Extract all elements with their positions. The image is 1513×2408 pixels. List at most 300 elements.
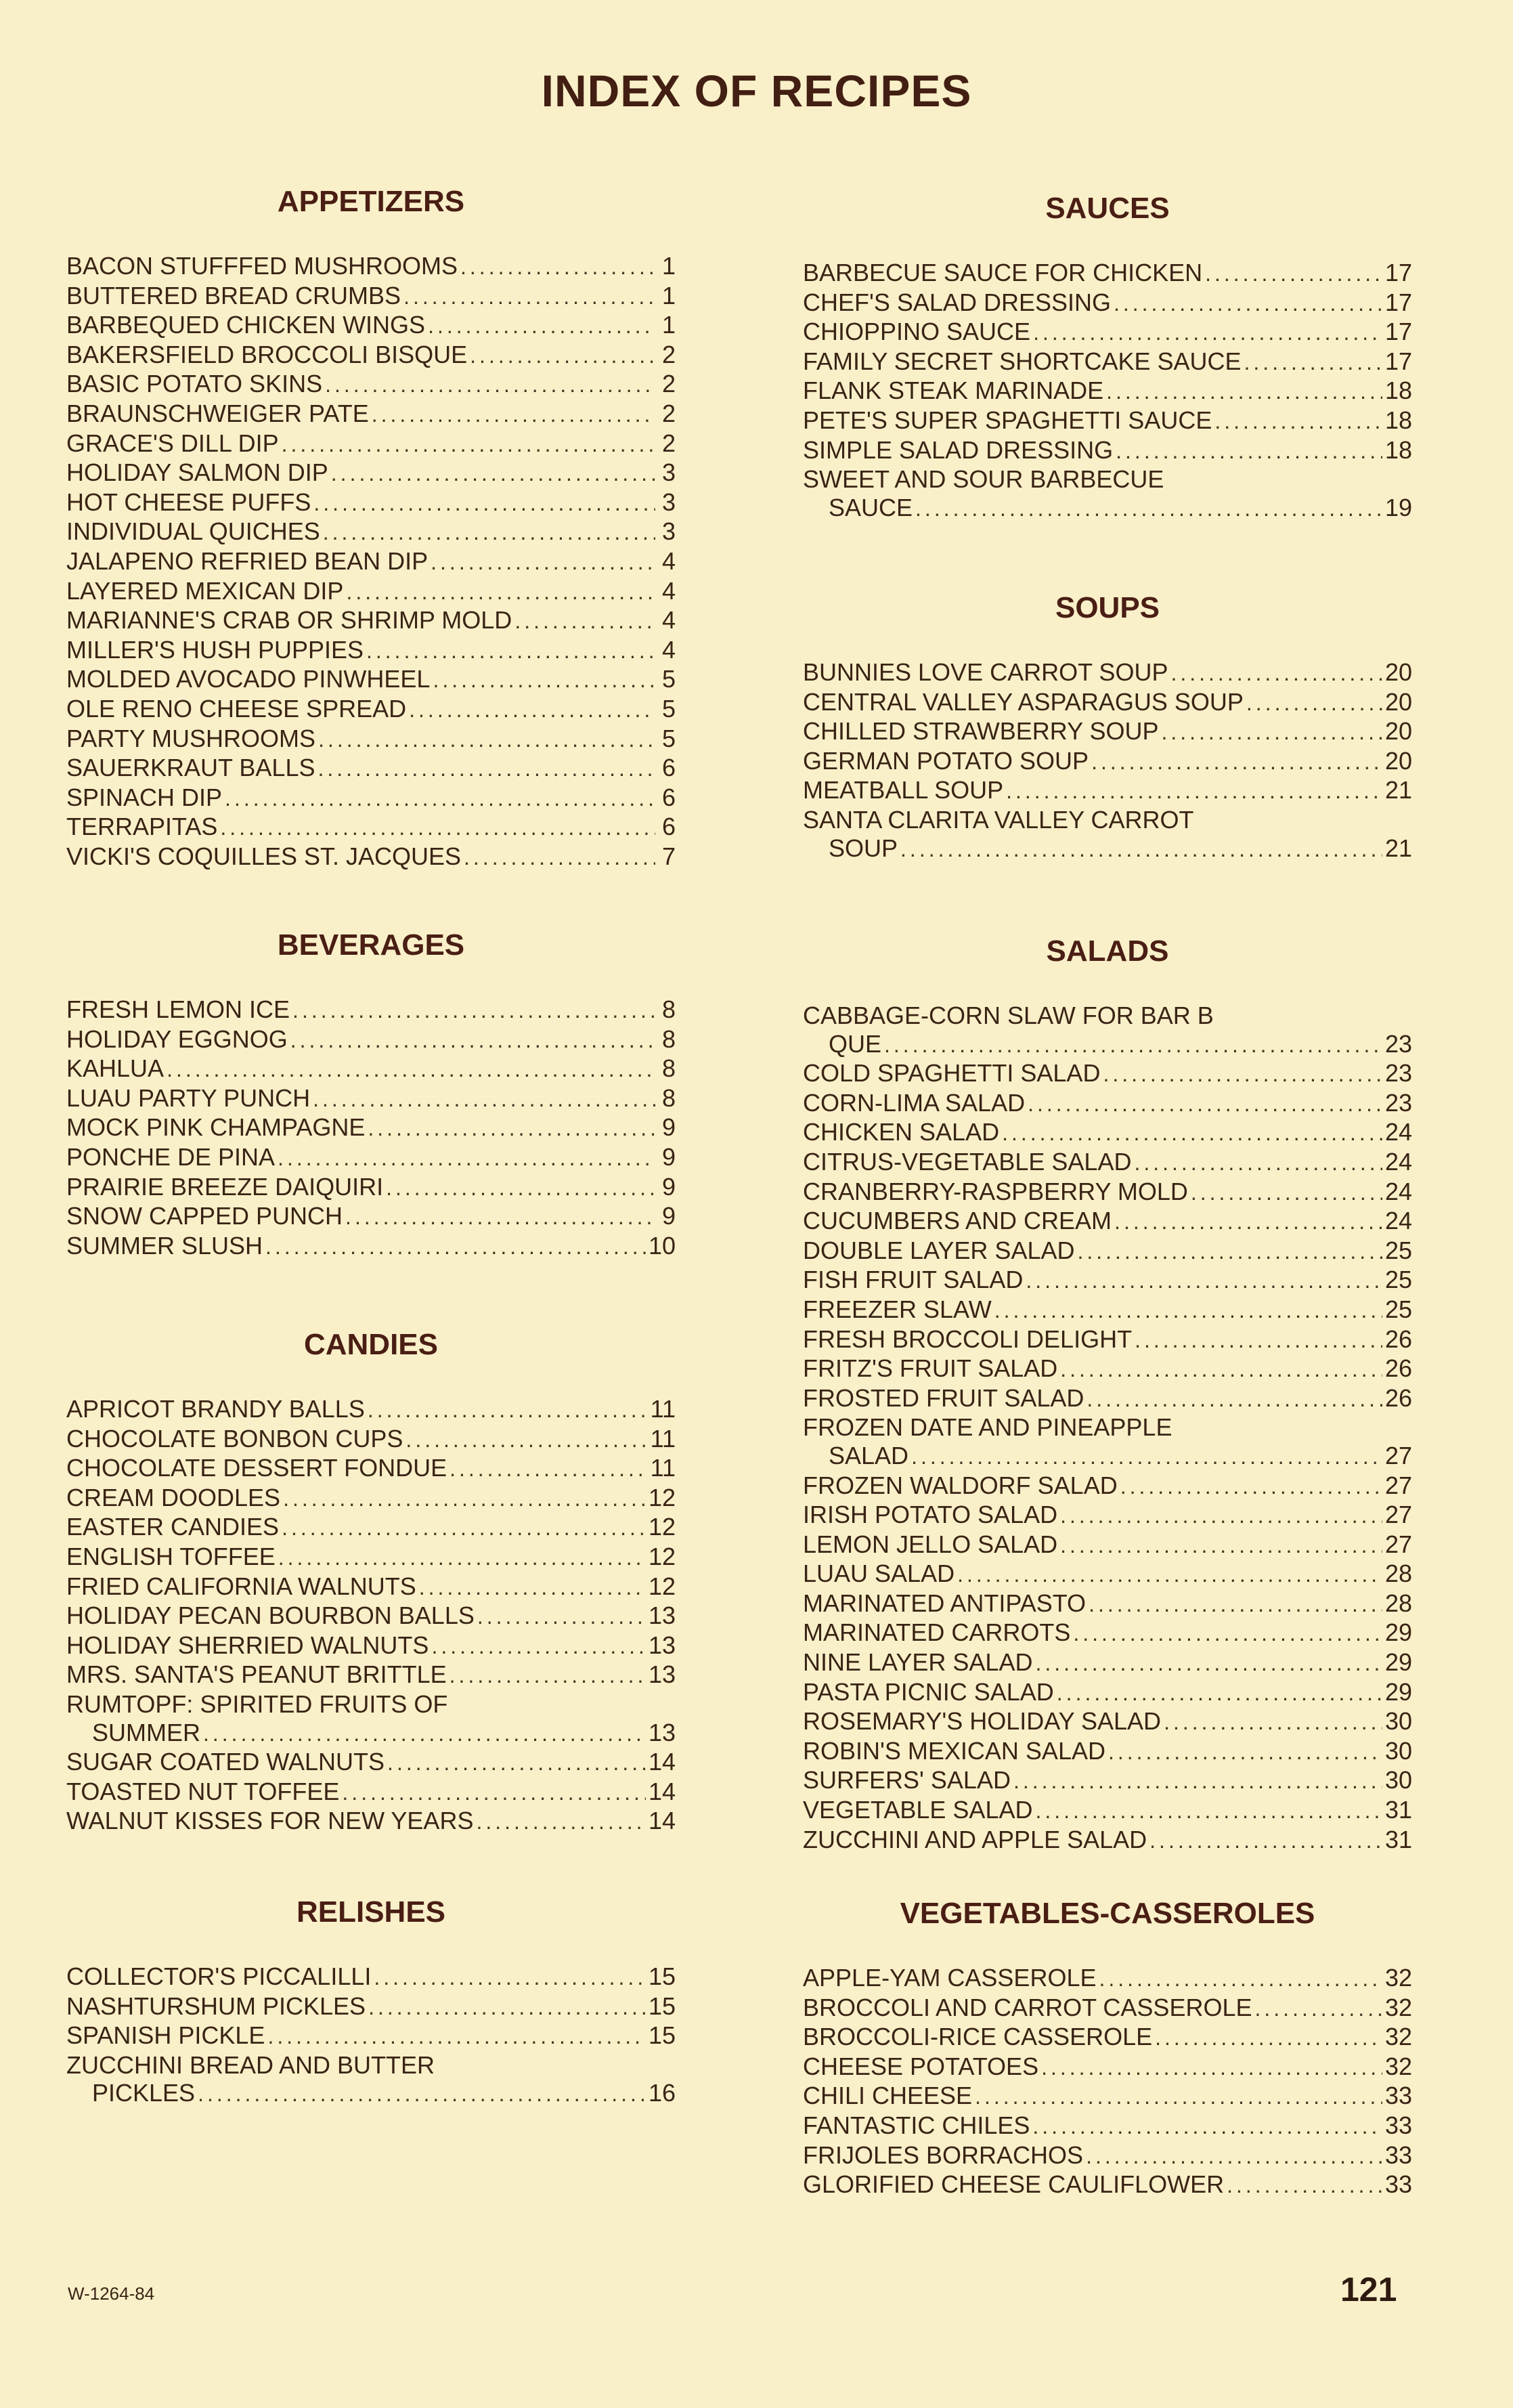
page-ref: 2 — [661, 370, 676, 398]
index-entry — [66, 1054, 676, 1084]
recipe-name: HOLIDAY EGGNOG — [66, 1025, 288, 1053]
page-ref: 8 — [661, 995, 676, 1023]
page-ref: 3 — [661, 488, 676, 516]
recipe-name: CREAM DOODLES — [66, 1483, 281, 1511]
dot-leader — [220, 814, 655, 842]
page-ref: 17 — [1384, 318, 1412, 346]
recipe-name: BUTTERED BREAD CRUMBS — [66, 281, 401, 309]
page-ref: 16 — [648, 2079, 676, 2107]
index-entry — [803, 1354, 1412, 1384]
entry-list — [66, 1395, 676, 1836]
entry-title-line — [803, 1325, 1412, 1355]
index-entry — [66, 1543, 676, 1572]
page-ref: 15 — [648, 1962, 676, 1990]
recipe-name: BRAUNSCHWEIGER PATE — [66, 399, 369, 427]
page-ref: 33 — [1384, 2082, 1412, 2110]
dot-leader — [431, 1633, 646, 1661]
recipe-name: SUMMER — [92, 1718, 200, 1746]
recipe-name: OLE RENO CHEESE SPREAD — [66, 694, 407, 723]
entry-title-line — [803, 1002, 1412, 1030]
index-entry — [66, 1143, 676, 1173]
entry-list — [66, 995, 676, 1261]
dot-leader — [265, 1233, 646, 1262]
recipe-name: CHEESE POTATOES — [803, 2052, 1039, 2080]
entry-title-line — [66, 1113, 676, 1143]
index-entry — [66, 341, 676, 370]
index-entry — [66, 370, 676, 400]
page-ref: 9 — [661, 1172, 676, 1201]
dot-leader — [374, 1964, 646, 1992]
recipe-name: GRACE'S DILL DIP — [66, 429, 279, 457]
recipe-name: PONCHE DE PINA — [66, 1142, 276, 1171]
dot-leader — [900, 836, 1382, 864]
entry-title-line — [66, 1084, 676, 1114]
entry-title-line — [803, 1618, 1412, 1648]
entry-title-line — [803, 2141, 1412, 2171]
index-entry — [66, 1395, 676, 1425]
page-ref: 11 — [650, 1454, 676, 1482]
recipe-name: SALAD — [829, 1441, 909, 1469]
entry-title-line — [66, 754, 676, 783]
recipe-name: PICKLES — [92, 2079, 196, 2107]
index-entry — [66, 311, 676, 341]
entry-title-line — [803, 1737, 1412, 1767]
recipe-name: COLLECTOR'S PICCALILLI — [66, 1962, 372, 1990]
page-ref: 11 — [650, 1424, 676, 1453]
page-ref: 32 — [1384, 2052, 1412, 2080]
page-ref: 14 — [648, 1748, 676, 1776]
index-entry — [66, 577, 676, 607]
section-relishes — [66, 1893, 676, 2109]
index-entry — [803, 318, 1412, 347]
recipe-name: ROSEMARY'S HOLIDAY SALAD — [803, 1707, 1162, 1736]
entry-title-line — [66, 1513, 676, 1543]
dot-leader — [957, 1561, 1382, 1589]
index-entry — [66, 1778, 676, 1807]
index-entry — [803, 1059, 1412, 1089]
index-entry — [66, 547, 676, 577]
section-title: SALADS — [1046, 934, 1169, 968]
index-entry — [66, 606, 676, 636]
entry-title-line — [66, 1962, 676, 1992]
page-ref: 31 — [1384, 1796, 1412, 1824]
recipe-name: FISH FRUIT SALAD — [803, 1266, 1024, 1294]
page-ref: 2 — [661, 340, 676, 368]
recipe-name: APRICOT BRANDY BALLS — [66, 1395, 365, 1423]
page-ref: 32 — [1384, 2023, 1412, 2051]
dot-leader — [477, 1603, 646, 1631]
index-entry — [803, 1237, 1412, 1266]
recipe-name: SWEET AND SOUR BARBECUE — [803, 465, 1164, 494]
entry-title-line — [803, 347, 1412, 377]
entry-title-line — [803, 1059, 1412, 1089]
dot-leader — [1041, 2054, 1382, 2082]
entry-title-line — [803, 465, 1412, 494]
recipe-name: GLORIFIED CHEESE CAULIFLOWER — [803, 2170, 1225, 2199]
entry-title-line — [66, 1232, 676, 1262]
entry-title-line — [803, 1530, 1412, 1560]
recipe-name: RUMTOPF: SPIRITED FRUITS OF — [66, 1690, 448, 1718]
recipe-name: MRS. SANTA'S PEANUT BRITTLE — [66, 1660, 447, 1689]
dot-leader — [428, 312, 655, 341]
recipe-name: IRISH POTATO SALAD — [803, 1501, 1058, 1529]
page-ref: 6 — [661, 813, 676, 841]
entry-title-line — [803, 688, 1412, 718]
page-ref: 29 — [1384, 1677, 1412, 1706]
index-entry — [803, 1707, 1412, 1737]
index-entry — [66, 695, 676, 725]
recipe-name: SURFERS' SALAD — [803, 1766, 1011, 1794]
recipe-name: CORN-LIMA SALAD — [803, 1088, 1026, 1117]
recipe-name: MOCK PINK CHAMPAGNE — [66, 1113, 366, 1142]
dot-leader — [460, 253, 655, 282]
recipe-name: FREEZER SLAW — [803, 1295, 992, 1323]
page-ref: 7 — [661, 842, 676, 870]
entry-title-line — [803, 2052, 1412, 2082]
dot-leader — [325, 371, 655, 400]
entry-title-line — [66, 725, 676, 754]
dot-leader — [1087, 1385, 1382, 1414]
page-ref: 18 — [1384, 435, 1412, 464]
dot-leader — [1205, 260, 1382, 288]
index-entry — [803, 1148, 1412, 1178]
index-entry — [803, 658, 1412, 688]
section-title: RELISHES — [296, 1895, 446, 1929]
entry-title-line — [66, 1748, 676, 1778]
page-ref: 24 — [1384, 1147, 1412, 1176]
index-entry — [66, 1173, 676, 1203]
page-ref: 5 — [661, 724, 676, 752]
page-ref: 17 — [1384, 259, 1412, 286]
dot-leader — [372, 401, 655, 429]
entry-title-line — [803, 1766, 1412, 1796]
dot-leader — [1255, 1995, 1382, 2023]
section-vegetables-casseroles — [803, 1895, 1412, 2200]
dot-leader — [514, 607, 655, 636]
entry-title-line — [803, 1178, 1412, 1207]
index-entry — [66, 1992, 676, 2022]
entry-title-line — [803, 318, 1412, 347]
dot-leader — [994, 1297, 1382, 1325]
page-ref: 6 — [661, 754, 676, 782]
index-entry — [803, 1207, 1412, 1237]
page-ref: 12 — [648, 1542, 676, 1570]
recipe-name: DOUBLE LAYER SALAD — [803, 1236, 1075, 1264]
page-ref: 21 — [1384, 776, 1412, 804]
entry-title-line — [66, 1690, 676, 1719]
dot-leader — [331, 460, 655, 488]
dot-leader — [1103, 1060, 1382, 1089]
page-ref: 12 — [648, 1572, 676, 1600]
entry-title-line — [66, 842, 676, 872]
dot-leader — [292, 997, 655, 1025]
dot-leader — [1002, 1119, 1382, 1148]
section-title: SOUPS — [1055, 591, 1160, 624]
entry-title-line — [66, 370, 676, 400]
dot-leader — [403, 283, 655, 311]
index-entry — [803, 2023, 1412, 2052]
index-entry — [803, 436, 1412, 466]
recipe-name: WALNUT KISSES FOR NEW YEARS — [66, 1807, 474, 1835]
entry-title-line — [66, 517, 676, 547]
page-ref: 20 — [1384, 717, 1412, 746]
entry-title-line — [66, 1778, 676, 1807]
recipe-name: PRAIRIE BREEZE DAIQUIRI — [66, 1172, 384, 1201]
entry-title-line — [66, 1202, 676, 1232]
index-entry — [66, 1084, 676, 1114]
recipe-name: HOLIDAY PECAN BOURBON BALLS — [66, 1601, 475, 1630]
dot-leader — [1227, 2172, 1382, 2200]
page-ref: 1 — [661, 281, 676, 309]
entry-title-line — [66, 1395, 676, 1425]
recipe-name: ZUCCHINI BREAD AND BUTTER — [66, 2050, 435, 2079]
index-entry — [803, 1826, 1412, 1855]
dot-leader — [476, 1808, 646, 1836]
dot-leader — [386, 1174, 655, 1203]
index-entry — [803, 1178, 1412, 1207]
recipe-name: KAHLUA — [66, 1054, 165, 1083]
entry-title-line — [66, 813, 676, 842]
recipe-name: FRESH BROCCOLI DELIGHT — [803, 1325, 1133, 1353]
entry-title-line — [803, 1354, 1412, 1384]
recipe-name: INDIVIDUAL QUICHES — [66, 517, 320, 546]
section-title: APPETIZERS — [277, 185, 465, 218]
page-ref: 15 — [648, 1992, 676, 2020]
page-ref: 32 — [1384, 1993, 1412, 2021]
entry-title-line — [66, 1025, 676, 1055]
recipe-name: TERRAPITAS — [66, 813, 218, 841]
entry-title-line — [66, 1425, 676, 1455]
page-ref: 32 — [1384, 1964, 1412, 1992]
page-ref: 4 — [661, 546, 676, 575]
recipe-name: SIMPLE SALAD DRESSING — [803, 435, 1114, 464]
dot-leader — [1035, 1650, 1382, 1678]
entry-title-line — [803, 288, 1412, 318]
dot-leader — [317, 755, 655, 783]
index-entry — [803, 377, 1412, 406]
index-entry — [66, 1572, 676, 1602]
dot-leader — [1086, 2143, 1382, 2171]
dot-leader — [915, 495, 1382, 523]
recipe-name: CUCUMBERS AND CREAM — [803, 1207, 1112, 1235]
page-ref: 18 — [1384, 406, 1412, 434]
recipe-name: APPLE-YAM CASSEROLE — [803, 1964, 1097, 1992]
recipe-name: SUGAR COATED WALNUTS — [66, 1748, 385, 1776]
index-entry — [66, 636, 676, 666]
index-entry — [803, 717, 1412, 747]
dot-leader — [267, 2023, 646, 2051]
recipe-name: FROZEN DATE AND PINEAPPLE — [803, 1413, 1172, 1442]
page-ref: 25 — [1384, 1295, 1412, 1323]
dot-leader — [1114, 290, 1382, 318]
index-entry — [66, 813, 676, 842]
index-entry — [803, 2170, 1412, 2200]
index-entry — [66, 1454, 676, 1484]
index-entry — [66, 725, 676, 754]
section-candies — [66, 1326, 676, 1836]
recipe-name: GERMAN POTATO SOUP — [803, 746, 1089, 775]
index-entry — [803, 1589, 1412, 1619]
index-entry — [66, 282, 676, 311]
entry-title-line — [803, 1826, 1412, 1855]
entry-title-line — [803, 2082, 1412, 2111]
entry-continuation-line — [66, 2079, 676, 2109]
dot-leader — [1244, 349, 1382, 377]
recipe-name: SUMMER SLUSH — [66, 1231, 263, 1260]
recipe-name: ZUCCHINI AND APPLE SALAD — [803, 1825, 1147, 1853]
recipe-name: CHOCOLATE DESSERT FONDUE — [66, 1454, 447, 1482]
entry-continuation-line — [66, 1719, 676, 1748]
index-entry — [803, 465, 1412, 523]
dot-leader — [1214, 408, 1382, 436]
index-entry — [803, 259, 1412, 288]
dot-leader — [1108, 1738, 1382, 1767]
recipe-name: SNOW CAPPED PUNCH — [66, 1202, 343, 1230]
entry-title-line — [66, 577, 676, 607]
recipe-name: FANTASTIC CHILES — [803, 2111, 1030, 2139]
entry-continuation-line — [803, 1030, 1412, 1060]
page-ref: 30 — [1384, 1766, 1412, 1794]
page-ref: 33 — [1384, 2111, 1412, 2139]
dot-leader — [1246, 689, 1382, 718]
recipe-name: BARBECUE SAUCE FOR CHICKEN — [803, 259, 1203, 286]
entry-title-line — [66, 547, 676, 577]
index-entry — [66, 2051, 676, 2109]
index-entry — [803, 1384, 1412, 1414]
recipe-name: CRANBERRY-RASPBERRY MOLD — [803, 1177, 1188, 1205]
page-ref: 17 — [1384, 347, 1412, 375]
page-ref: 27 — [1384, 1530, 1412, 1558]
page-ref: 15 — [648, 2021, 676, 2050]
recipe-name: PARTY MUSHROOMS — [66, 724, 316, 752]
recipe-name: HOT CHEESE PUFFS — [66, 488, 311, 516]
entry-title-line — [803, 1707, 1412, 1737]
section-appetizers — [66, 183, 676, 872]
recipe-name: LUAU PARTY PUNCH — [66, 1083, 311, 1112]
recipe-name: SANTA CLARITA VALLEY CARROT — [803, 805, 1194, 834]
index-entry — [66, 1232, 676, 1262]
section-title: SAUCES — [1045, 192, 1170, 225]
recipe-name: MEATBALL SOUP — [803, 776, 1004, 804]
entry-title-line — [66, 1660, 676, 1690]
index-entry — [66, 665, 676, 695]
index-entry — [66, 1025, 676, 1055]
index-entry — [803, 1325, 1412, 1355]
recipe-name: CENTRAL VALLEY ASPARAGUS SOUP — [803, 687, 1244, 716]
entry-title-line — [66, 995, 676, 1025]
recipe-name: JALAPENO REFRIED BEAN DIP — [66, 546, 429, 575]
section-sauces — [803, 190, 1412, 523]
index-entry — [66, 1513, 676, 1543]
index-entry — [803, 1560, 1412, 1589]
recipe-name: LAYERED MEXICAN DIP — [66, 576, 344, 605]
dot-leader — [203, 1720, 646, 1748]
recipe-name: BUNNIES LOVE CARROT SOUP — [803, 658, 1168, 686]
page-ref: 20 — [1384, 746, 1412, 775]
recipe-name: PETE'S SUPER SPAGHETTI SAUCE — [803, 406, 1212, 434]
dot-leader — [345, 1203, 655, 1232]
page-ref: 18 — [1384, 377, 1412, 405]
dot-leader — [449, 1662, 646, 1690]
entry-title-line — [66, 1143, 676, 1173]
page-ref: 2 — [661, 429, 676, 457]
dot-leader — [283, 1485, 646, 1513]
page-ref: 25 — [1384, 1236, 1412, 1264]
page-ref: 8 — [661, 1083, 676, 1112]
index-entry — [66, 754, 676, 783]
recipe-name: BACON STUFFFED MUSHROOMS — [66, 252, 458, 280]
entry-title-line — [803, 1796, 1412, 1826]
entry-title-line — [803, 1295, 1412, 1325]
recipe-name: SAUERKRAUT BALLS — [66, 754, 315, 782]
dot-leader — [1134, 1149, 1382, 1178]
recipe-name: BASIC POTATO SKINS — [66, 370, 323, 398]
index-entry — [66, 488, 676, 518]
recipe-name: NINE LAYER SALAD — [803, 1648, 1033, 1677]
index-entry — [803, 688, 1412, 718]
page-ref: 4 — [661, 576, 676, 605]
entry-title-line — [66, 341, 676, 370]
entry-title-line — [803, 747, 1412, 777]
page-ref: 30 — [1384, 1707, 1412, 1736]
index-entry — [803, 2082, 1412, 2111]
entry-title-line — [803, 1384, 1412, 1414]
dot-leader — [282, 431, 655, 459]
index-entry — [66, 1113, 676, 1143]
page-ref: 27 — [1384, 1441, 1412, 1469]
entry-title-line — [66, 1631, 676, 1661]
dot-leader — [1006, 777, 1382, 806]
dot-leader — [1155, 2024, 1382, 2052]
dot-leader — [431, 549, 655, 577]
recipe-name: SAUCE — [829, 493, 913, 521]
index-entry — [803, 2052, 1412, 2082]
dot-leader — [449, 1455, 648, 1484]
entry-continuation-line — [803, 1442, 1412, 1471]
section-soups — [803, 589, 1412, 863]
recipe-name: EASTER CANDIES — [66, 1513, 280, 1541]
dot-leader — [1106, 378, 1382, 406]
index-entry — [66, 1962, 676, 1992]
page-ref: 13 — [648, 1601, 676, 1630]
entry-title-line — [803, 717, 1412, 747]
recipe-name: CITRUS-VEGETABLE SALAD — [803, 1147, 1132, 1176]
dot-leader — [368, 1115, 655, 1143]
entry-title-line — [803, 1266, 1412, 1295]
page-ref: 10 — [648, 1231, 676, 1260]
recipe-name: HOLIDAY SALMON DIP — [66, 458, 328, 487]
index-entry — [803, 747, 1412, 777]
index-entry — [803, 2141, 1412, 2171]
entry-continuation-line — [803, 494, 1412, 523]
index-entry — [66, 1690, 676, 1748]
entry-title-line — [66, 783, 676, 813]
entry-title-line — [66, 252, 676, 282]
entry-title-line — [66, 1173, 676, 1203]
index-entry — [803, 1766, 1412, 1796]
index-entry — [803, 1964, 1412, 1994]
index-entry — [803, 1678, 1412, 1708]
page-ref: 3 — [661, 517, 676, 546]
index-entry — [66, 1202, 676, 1232]
page-ref: 5 — [661, 694, 676, 723]
index-entry — [803, 406, 1412, 436]
page-ref: 26 — [1384, 1325, 1412, 1353]
dot-leader — [911, 1443, 1382, 1471]
index-entry — [803, 1618, 1412, 1648]
dot-leader — [1032, 2113, 1382, 2141]
page-title: INDEX OF RECIPES — [541, 66, 972, 116]
